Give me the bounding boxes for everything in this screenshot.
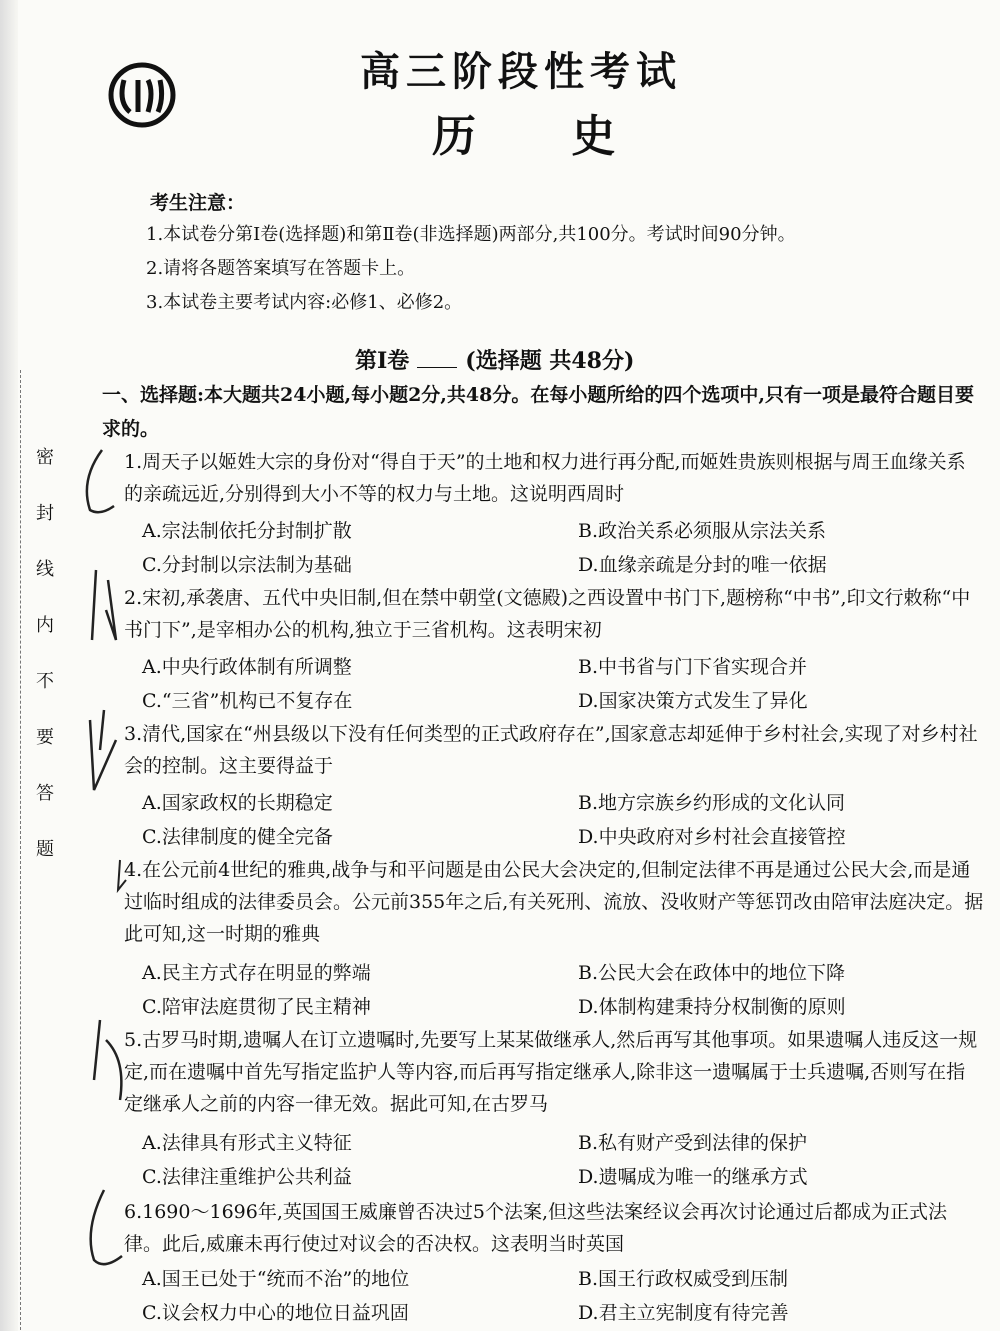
option-c[interactable]: C.陪审法庭贯彻了民主精神 [142,996,371,1018]
option-d[interactable]: D.遗嘱成为唯一的继承方式 [578,1166,808,1188]
notice-item-3: 3.本试卷主要考试内容:必修1、必修2。 [146,292,463,313]
title-underline [417,367,457,368]
question-1 [124,446,984,510]
option-a[interactable]: A.民主方式存在明显的弊端 [142,962,371,984]
question-stem: 5.古罗马时期,遗嘱人在订立遗嘱时,先要写上某某做继承人,然后再写其他事项。如果遗嘱人违反这一规定,而在遗嘱中首先写指定监护人等内容,而后再写指定继承人,除非这一遗嘱属于士兵遗嘱,否则写在指定继承人之前的内容一律无效。据此可知,在古罗马 [124,1029,978,1115]
question-stem: 4.在公元前4世纪的雅典,战争与和平问题是由公民大会决定的,但制定法律不再是通过公民大会,而是通过临时组成的法律委员会。公元前355年之后,有关死刑、流放、没收财产等惩罚改由陪审法庭决定。据此可知,这一时期的雅典 [124,859,984,945]
option-d[interactable]: D.中央政府对乡村社会直接管控 [578,826,846,848]
option-b[interactable]: B.地方宗族乡约形成的文化认同 [578,792,846,814]
question-stem: 2.宋初,承袭唐、五代中央旧制,但在禁中朝堂(文德殿)之西设置中书门下,题榜称“中书”,印文行敕称“中书门下”,是宰相办公的机构,独立于三省机构。这表明宋初 [124,587,971,641]
notice-item-1: 1.本试卷分第Ⅰ卷(选择题)和第Ⅱ卷(非选择题)两部分,共100分。考试时间90分钟。 [146,224,796,245]
page-edge-shadow [0,0,18,1331]
question-5 [124,1024,984,1120]
seal-warning-text: 密 封 线 内 不 要 答 题 [36,447,54,860]
option-b[interactable]: B.政治关系必须服从宗法关系 [578,520,827,542]
question-4 [124,854,984,950]
option-d[interactable]: D.体制构建秉持分权制衡的原则 [578,996,846,1018]
logo-emblem-icon [108,62,176,128]
option-c[interactable]: C.法律注重维护公共利益 [142,1166,352,1188]
question-stem: 1.周天子以姬姓大宗的身份对“得自于天”的土地和权力进行再分配,而姬姓贵族则根据与周王血缘关系的亲疏远近,分别得到大小不等的权力与土地。这说明西周时 [124,451,966,505]
question-stem: 6.1690～1696年,英国国王威廉曾否决过5个法案,但这些法案经议会再次讨论通过后都成为正式法律。此后,威廉未再行使过对议会的否决权。这表明当时英国 [124,1201,948,1255]
seal-line [20,370,21,1330]
part-one-title [355,344,634,375]
option-d[interactable]: D.君主立宪制度有待完善 [578,1302,789,1324]
notice-heading: 考生注意： [150,192,246,214]
option-b[interactable]: B.私有财产受到法律的保护 [578,1132,808,1154]
option-a[interactable]: A.宗法制依托分封制扩散 [142,520,352,542]
option-d[interactable]: D.国家决策方式发生了异化 [578,690,808,712]
option-a[interactable]: A.法律具有形式主义特征 [142,1132,352,1154]
question-6 [124,1196,984,1260]
question-2 [124,582,984,646]
option-c[interactable]: C.“三省”机构已不复存在 [142,690,353,712]
question-3 [124,718,984,782]
option-c[interactable]: C.法律制度的健全完备 [142,826,333,848]
option-c[interactable]: C.分封制以宗法制为基础 [142,554,352,576]
option-a[interactable]: A.中央行政体制有所调整 [142,656,352,678]
question-stem: 3.清代,国家在“州县级以下没有任何类型的正式政府存在”,国家意志却延伸于乡村社会,实现了对乡村社会的控制。这主要得益于 [124,723,978,777]
notice-item-2: 2.请将各题答案填写在答题卡上。 [146,258,416,279]
option-d[interactable]: D.血缘亲疏是分封的唯一依据 [578,554,827,576]
subject-title: 历 史 [432,111,616,162]
option-b[interactable]: B.公民大会在政体中的地位下降 [578,962,846,984]
part-one-desc: (选择题 共48分) [465,348,635,374]
exam-title: 高三阶段性考试 [360,48,682,95]
option-a[interactable]: A.国王已处于“统而不治”的地位 [142,1268,410,1290]
option-a[interactable]: A.国家政权的长期稳定 [142,792,333,814]
option-b[interactable]: B.国王行政权威受到压制 [578,1268,789,1290]
option-b[interactable]: B.中书省与门下省实现合并 [578,656,808,678]
option-c[interactable]: C.议会权力中心的地位日益巩固 [142,1302,409,1324]
part-one-label: 第Ⅰ卷 [355,348,410,374]
section-instruction: 一、选择题:本大题共24小题,每小题2分,共48分。在每小题所给的四个选项中,只有一项是最符合题目要求的。 [102,384,974,440]
